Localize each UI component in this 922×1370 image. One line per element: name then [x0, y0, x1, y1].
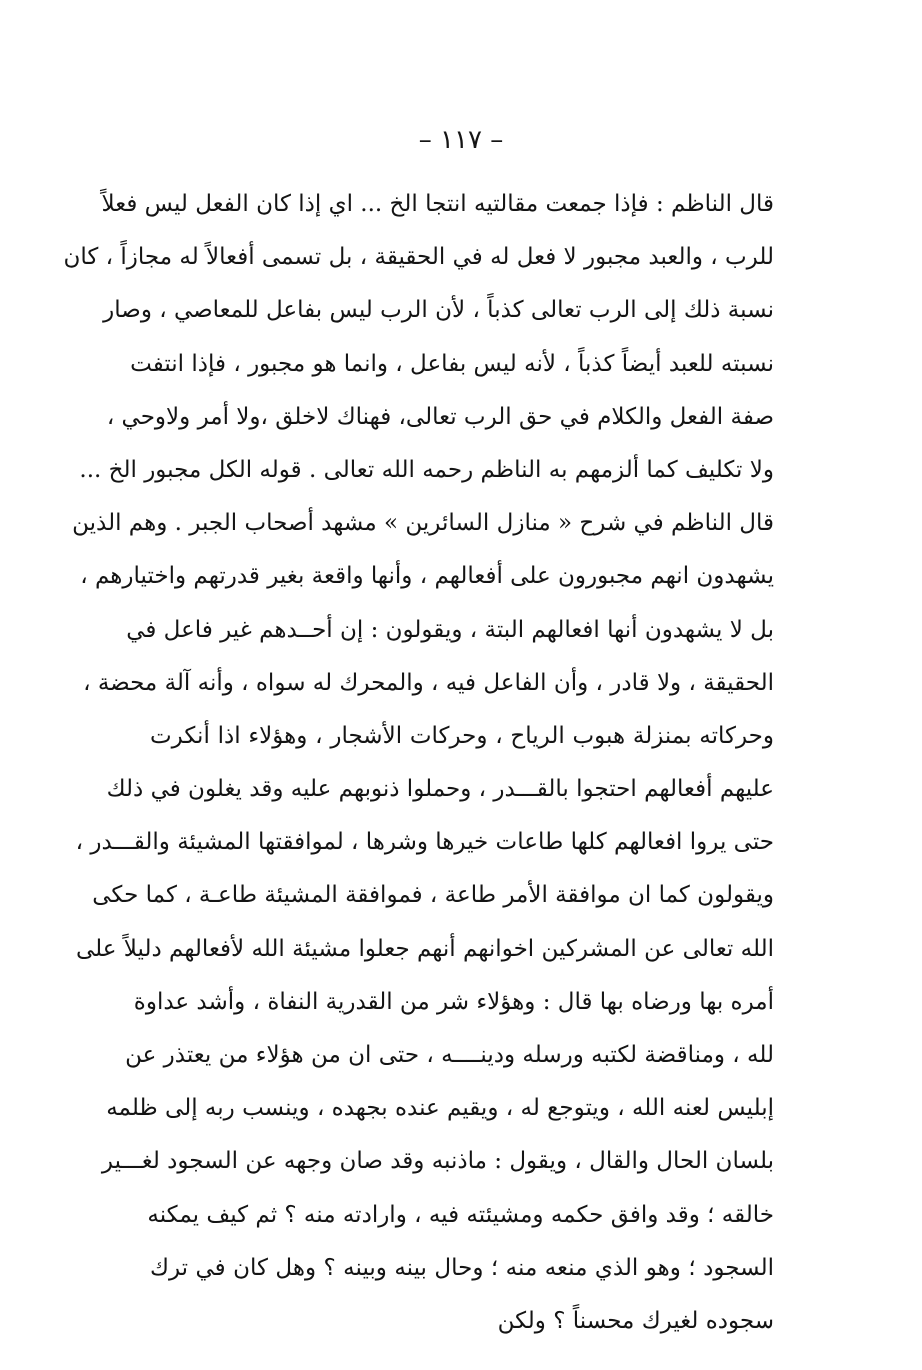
text-line: ولا تكليف كما ألزمهم به الناظم رحمه الله تعالى . قوله الكل مجبور الخ ...	[79, 456, 774, 483]
body-text	[63, 178, 774, 1348]
text-line: وحركاته بمنزلة هبوب الرياح ، وحركات الأشجار ، وهؤلاء اذا أنكرت	[150, 722, 774, 749]
text-line: قال الناظم في شرح « منازل السائرين » مشهد أصحاب الجبر . وهم الذين	[72, 510, 774, 537]
text-line: سجوده لغيرك محسناً ؟ ولكن	[497, 1307, 774, 1334]
text-line: ويقولون كما ان موافقة الأمر طاعة ، فموافقة المشيئة طاعـة ، كما حكى	[92, 882, 774, 909]
text-line: قال الناظم : فإذا جمعت مقالتيه انتجا الخ ... اي إذا كان الفعل ليس فعلاً	[101, 191, 774, 217]
text-line: بل لا يشهدون أنها افعالهم البتة ، ويقولون : إن أحــدهم غير فاعل في	[126, 616, 774, 643]
text-line: نسبة ذلك إلى الرب تعالى كذباً ، لأن الرب ليس بفاعل للمعاصي ، وصار	[103, 297, 774, 324]
text-line: خالقه ؛ وقد وافق حكمه ومشيئته فيه ، وارادته منه ؟ ثم كيف يمكنه	[147, 1201, 774, 1228]
text-line: لله ، ومناقضة لكتبه ورسله ودينــــه ، حتى ان من هؤلاء من يعتذر عن	[125, 1042, 774, 1068]
text-line: السجود ؛ وهو الذي منعه منه ؛ وحال بينه وبينه ؟ وهل كان في ترك	[150, 1254, 774, 1281]
text-line: عليهم أفعالهم احتجوا بالقـــدر ، وحملوا ذنوبهم عليه وقد يغلون في ذلك	[106, 776, 774, 803]
text-line: أمره بها ورضاه بها قال : وهؤلاء شر من القدرية النفاة ، وأشد عداوة	[133, 988, 774, 1015]
text-line: صفة الفعل والكلام في حق الرب تعالى، فهناك لاخلق ،ولا أمر ولاوحي ،	[106, 403, 774, 430]
text-line: الله تعالى عن المشركين اخوانهم أنهم جعلوا مشيئة الله لأفعالهم دليلاً على	[75, 935, 774, 962]
text-line: بلسان الحال والقال ، ويقول : ماذنبه وقد صان وجهه عن السجود لغـــير	[101, 1148, 774, 1175]
page-number: – ١١٧ –	[418, 125, 504, 155]
text-line: للرب ، والعبد مجبور لا فعل له في الحقيقة ، بل تسمى أفعالاً له مجازاً ، كان	[63, 244, 774, 271]
text-line: حتى يروا افعالهم كلها طاعات خيرها وشرها ، لموافقتها المشيئة والقـــدر ،	[75, 829, 774, 856]
text-line: إبليس لعنه الله ، ويتوجع له ، ويقيم عنده بجهده ، وينسب ربه إلى ظلمه	[106, 1095, 774, 1122]
text-line: الحقيقة ، ولا قادر ، وأن الفاعل فيه ، والمحرك له سواه ، وأنه آلة محضة ،	[83, 669, 774, 696]
text-line: نسبته للعبد أيضاً كذباً ، لأنه ليس بفاعل ، وانما هو مجبور ، فإذا انتفت	[130, 350, 774, 377]
text-line: يشهدون انهم مجبورون على أفعالهم ، وأنها واقعة بغير قدرتهم واختيارهم ،	[80, 563, 774, 590]
